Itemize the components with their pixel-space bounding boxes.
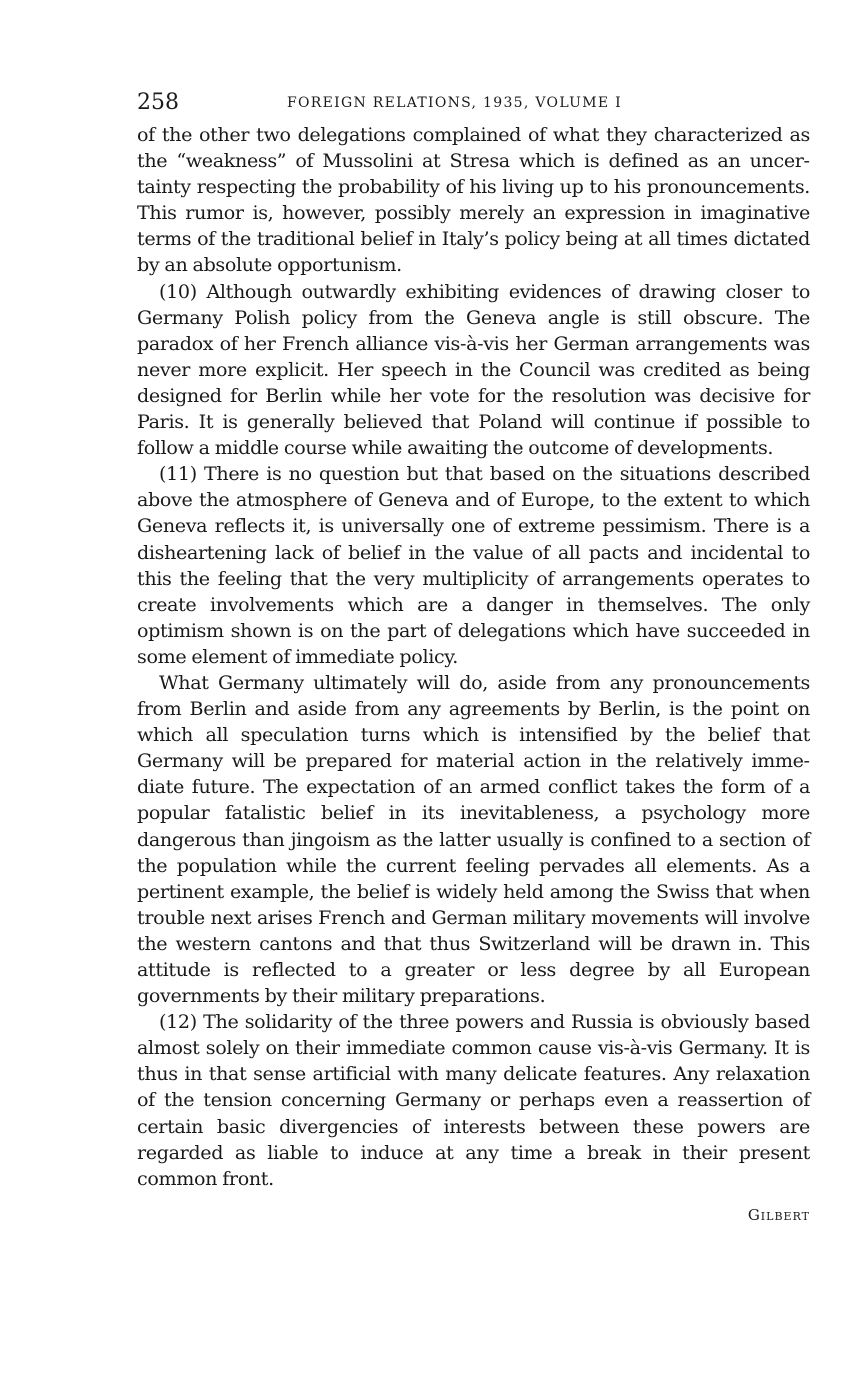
document-page	[137, 88, 810, 1228]
paragraph-continuation: of the other two delegations complained of what they characterized as the “weakness” of Mussolini at Stresa which is defined as an uncertainty respecting the probability of his living up to his pronouncements. This rumor is, however, possibly merely an expression in imaginative terms of the traditional belief in Italy’s policy being at all times dictated by an absolute opportunism.	[137, 123, 810, 277]
running-title: FOREIGN RELATIONS, 1935, VOLUME I	[287, 95, 622, 111]
paragraph-12: (12) The solidarity of the three powers and Russia is obviously based almost solely on their immediate common cause vis-à-vis Germany. It is thus in that sense artificial with many delicate features. Any relaxation of the tension concerning Germany or perhaps even a reassertion of certain basic divergencies of interests between these powers are regarded as liable to induce at any time a break in their present common front.	[137, 1010, 810, 1190]
paragraph-germany: What Germany ultimately will do, aside from any pronouncements from Berlin and aside from any agreements by Berlin, is the point on which all speculation turns which is intensified by the belief that Germany will be prepared for material action in the relatively immediate future. The expectation of an armed conflict takes the form of a popular fatalistic belief in its inevitableness, a psychology more dangerous than jingoism as the latter usually is confined to a section of the population while the current feeling pervades all elements. As a pertinent example, the belief is widely held among the Swiss that when trouble next arises French and German military movements will involve the western cantons and that thus Switzerland will be drawn in. This attitude is reflected to a greater or less degree by all European governments by their military preparations.	[137, 670, 810, 1008]
paragraph-10: (10) Although outwardly exhibiting evidences of drawing closer to Germany Polish policy from the Geneva angle is still obscure. The paradox of her French alliance vis-à-vis her German arrangements was never more explicit. Her speech in the Council was credited as being designed for Berlin while her vote for the resolution was decisive for Paris. It is generally believed that Poland will continue if possible to follow a middle course while awaiting the outcome of developments.	[137, 279, 810, 460]
running-head	[137, 88, 810, 118]
paragraph-11: (11) There is no question but that based on the situations described above the atmosphere of Geneva and of Europe, to the extent to which Geneva reflects it, is universally one of extreme pessimism. There is a disheartening lack of belief in the value of all pacts and incidental to this the feeling that the very multiplicity of arrangements operates to create involvements which are a danger in themselves. The only optimism shown is on the part of delegations which have succeeded in some element of immediate policy.	[137, 462, 810, 668]
signature: Gilbert	[747, 1205, 810, 1224]
page-number: 258	[137, 90, 179, 115]
